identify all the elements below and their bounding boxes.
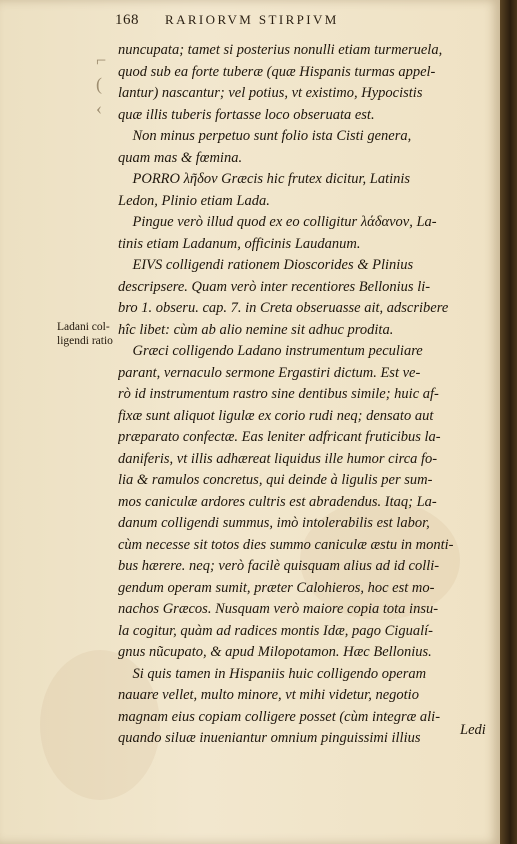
margin-note-line: Ladani col-: [57, 321, 110, 333]
text-line: EIVS colligendi rationem Dioscorides & Plinius: [118, 257, 414, 273]
text-line: lantur) nascantur; vel potius, vt existimo, Hypocistis: [118, 85, 423, 101]
text-line: nachos Græcos. Nusquam verò maiore copia tota insu-: [118, 601, 439, 617]
text-line: quando siluæ inueniantur omnium pinguissimi illius: [118, 730, 421, 746]
text-line: daniferis, vt illis adhæreat liquidus ille humor circa fo-: [118, 450, 438, 467]
text-line: PORRO λῆδον Græcis hic frutex dicitur, Latinis: [118, 171, 411, 187]
text-line: descripsere. Quam verò inter recentiores Bellonius li-: [118, 278, 431, 295]
text-line: Non minus perpetuo sunt folio ista Cisti genera,: [118, 128, 412, 144]
text-line: hîc libet: cùm ab alio nemine sit adhuc prodita.: [118, 321, 394, 338]
text-line: parant, vernaculo sermone Ergastiri dictum. Est ve-: [118, 364, 421, 381]
text-line: cùm necesse sit totos dies summo caniculæ æstu in monti-: [118, 536, 454, 553]
text-line: gendum operam sumit, præter Calohieros, hoc est mo-: [118, 579, 435, 596]
margin-note-line: ligendi ratio: [57, 335, 113, 347]
text-line: bus hærere. neq; verò facilè quisquam alius ad id colli-: [118, 558, 440, 574]
text-line: præparato confectæ. Eas leniter adfricant fruticibus la-: [118, 429, 441, 445]
text-line: nauare vellet, multo minore, vt mihi videtur, negotio: [118, 687, 419, 703]
page-number: 168: [115, 12, 139, 28]
margin-note: [57, 320, 119, 348]
text-line: mos caniculæ ardores cultris est abradendus. Itaq; La-: [118, 493, 437, 510]
book-gutter: [500, 0, 517, 844]
manuscript-annotation-mark: ⌐ ( ‹: [96, 50, 107, 118]
text-line: Pingue verò illud quod ex eo colligitur λάδανον, La-: [118, 214, 437, 230]
text-line: fixæ sunt aliquot ligulæ ex corio rudi neq; densato aut: [118, 407, 434, 424]
catchword: Ledi: [460, 722, 486, 738]
text-line: bro 1. obseru. cap. 7. in Creta obseruasse ait, adscribere: [118, 300, 449, 316]
running-title: RARIORVM STIRPIVM: [165, 12, 339, 27]
text-line: gnus nũcupato, & apud Milopotamon. Hæc Bellonius.: [118, 644, 432, 660]
text-line: danum colligendi summus, imò intolerabilis est labor,: [118, 515, 430, 531]
text-line: rò id instrumentum rastro sine dentibus simile; huic af-: [118, 386, 439, 402]
text-line: la cogitur, quàm ad radices montis Idæ, pago Cigualí-: [118, 622, 433, 639]
page-header: [115, 12, 495, 29]
text-line: tinis etiam Ladanum, officinis Laudanum.: [118, 235, 361, 252]
text-line: Ledon, Plinio etiam Lada.: [118, 192, 270, 209]
text-line: magnam eius copiam colligere posset (cùm integræ ali-: [118, 708, 441, 725]
text-line: quæ illis tuberis fortasse loco obseruata est.: [118, 106, 375, 123]
body-text: [118, 40, 500, 750]
text-line: Si quis tamen in Hispaniis huic colligendo operam: [118, 665, 427, 682]
text-line: quod sub ea forte tuberæ (quæ Hispanis turmas appel-: [118, 63, 436, 80]
text-line: lia & ramulos concretus, qui deinde à ligulis per sum-: [118, 472, 433, 488]
text-line: quam mas & fœmina.: [118, 149, 243, 166]
text-line: nuncupata; tamet si posterius nonulli etiam turmeruela,: [118, 42, 443, 58]
text-line: Græci colligendo Ladano instrumentum peculiare: [118, 343, 423, 359]
